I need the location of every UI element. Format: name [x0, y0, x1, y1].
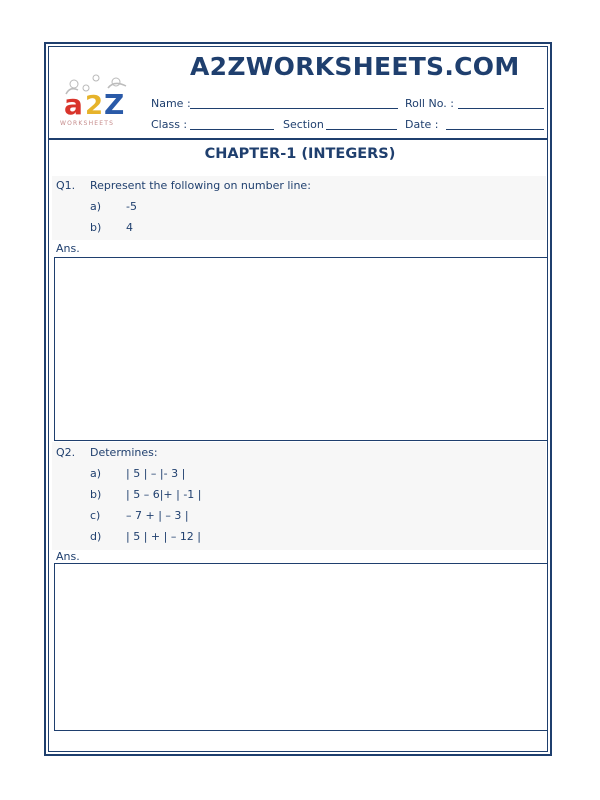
svg-text:2: 2 — [85, 91, 104, 121]
svg-text:a: a — [64, 88, 83, 121]
date-label: Date : — [405, 118, 439, 131]
name-field-line[interactable] — [190, 108, 398, 109]
q2-option-b-letter: b) — [90, 488, 102, 501]
q2-option-d-text: | 5 | + | – 12 | — [126, 530, 202, 543]
q1-option-b-text: 4 — [126, 221, 133, 234]
q2-number: Q2. — [56, 446, 76, 459]
q1-text: Represent the following on number line: — [90, 179, 311, 192]
date-field-line[interactable] — [446, 129, 544, 130]
q1-option-a-letter: a) — [90, 200, 102, 213]
q1-option-b-letter: b) — [90, 221, 102, 234]
q1-number: Q1. — [56, 179, 76, 192]
section-field-line[interactable] — [326, 129, 397, 130]
q1-answer-label: Ans. — [56, 242, 80, 255]
class-field-line[interactable] — [190, 129, 274, 130]
q2-option-c-text: – 7 + | – 3 | — [126, 509, 189, 522]
header-divider — [48, 138, 548, 140]
q1-answer-box[interactable] — [54, 257, 548, 441]
logo-wordmark: WORKSHEETS — [60, 120, 115, 127]
roll-label: Roll No. : — [405, 97, 454, 110]
q1-option-a-text: -5 — [126, 200, 137, 213]
chapter-title: CHAPTER-1 (INTEGERS) — [204, 146, 396, 162]
q2-option-c-letter: c) — [90, 509, 101, 522]
class-label: Class : — [151, 118, 188, 131]
section-label: Section — [283, 118, 324, 131]
a2z-logo — [56, 70, 142, 132]
q2-option-b-text: | 5 – 6|+ | -1 | — [126, 488, 202, 501]
q2-option-a-letter: a) — [90, 467, 102, 480]
q2-option-d-letter: d) — [90, 530, 102, 543]
q2-answer-box[interactable] — [54, 563, 548, 731]
name-label: Name : — [151, 97, 191, 110]
q2-option-a-text: | 5 | – |- 3 | — [126, 467, 186, 480]
q2-answer-label: Ans. — [56, 550, 80, 563]
site-title: A2ZWORKSHEETS.COM — [190, 52, 520, 81]
roll-field-line[interactable] — [458, 108, 544, 109]
svg-text:Z: Z — [104, 88, 125, 121]
q2-text: Determines: — [90, 446, 158, 459]
